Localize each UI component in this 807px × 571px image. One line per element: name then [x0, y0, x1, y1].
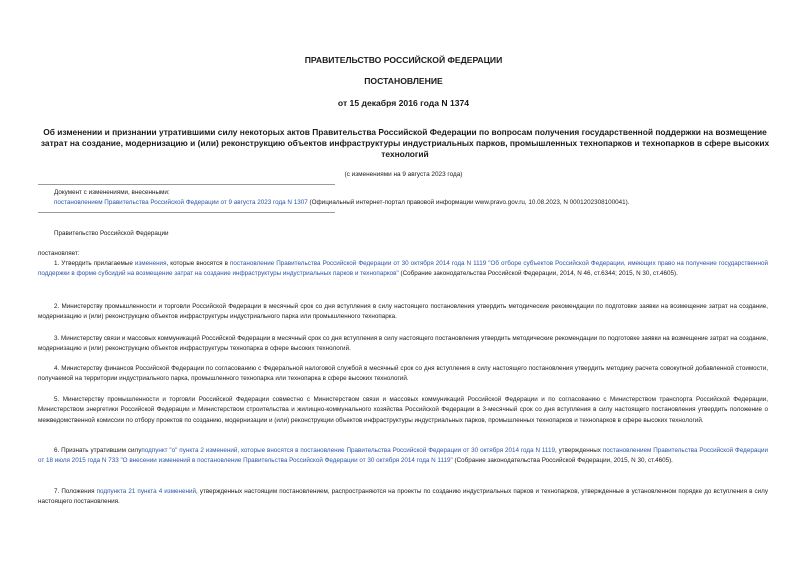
doc-info-source: (Официальный интернет-портал правовой информации www.pravo.gov.ru, 10.08.2023, N 0001202308100041).	[307, 199, 630, 206]
doc-info-label: Документ с изменениями, внесенными:	[54, 189, 170, 196]
paragraph-3-text: 3. Министерству связи и массовых коммуникаций Российской Федерации в месячный срок со дня вступления в силу настоящего постановления утвердить методические рекомендации по подготовке заявки на возмещение затрат на создание, модернизацию и (или) реконструкцию объектов инфраструктуры технопарка в сфере высоких технологий.	[38, 335, 768, 353]
paragraph-7-text-a: 7. Положения	[54, 488, 97, 495]
government-line: Правительство Российской Федерации	[54, 230, 169, 237]
paragraph-6-text-a: 6. Признать утратившим силу	[54, 447, 142, 454]
decree-1119-link[interactable]: постановление Правительства Российской Федерации от 30 октября 2014 года N 1119 "Об отборе субъектов Российской Федерации, имеющих право на получение государственной поддержки в форме субсидий на возмещение затрат на создание инфраструктуры индустриальных парков и технопарков"	[38, 260, 768, 278]
paragraph-1-text-c: (Собрание законодательства Российской Федерации, 2014, N 46, ст.6344; 2015, N 30, ст.4605).	[398, 270, 678, 278]
government-heading: ПРАВИТЕЛЬСТВО РОССИЙСКОЙ ФЕДЕРАЦИИ	[304, 55, 503, 65]
paragraph-1-text-b: , которые вносятся в	[166, 260, 231, 267]
paragraph-1	[38, 259, 768, 280]
paragraph-6-text-c: (Собрание законодательства Российской Федерации, 2015, N 30, ст.4605).	[452, 457, 673, 465]
paragraph-3	[38, 334, 768, 355]
paragraph-2	[38, 302, 768, 323]
paragraph-5	[38, 395, 768, 426]
changes-link[interactable]: изменения	[134, 260, 167, 267]
doc-info-top-rule	[38, 184, 335, 185]
paragraph-1-text-a: 1. Утвердить прилагаемые	[54, 260, 135, 267]
paragraph-6	[38, 446, 768, 467]
amending-decree-link[interactable]: постановлением Правительства Российской Федерации от 9 августа 2023 года N 1307	[54, 199, 308, 206]
decree-733-link[interactable]: постановлением Правительства Российской Федерации от 18 июля 2015 года N 733 "О внесении изменений в постановление Правительства Российской Федерации от 30 октября 2014 года N 1119"	[38, 447, 769, 465]
paragraph-7-text-b: , утвержденных настоящим постановлением, распространяются на проекты по созданию индустриальных парков и технопарков, утвержденные в установленном порядке до вступления в силу настоящего постановления.	[38, 488, 768, 506]
edition-note: (с изменениями на 9 августа 2023 года)	[344, 171, 463, 178]
doc-type-heading: ПОСТАНОВЛЕНИЕ	[364, 76, 443, 86]
subparagraph-o-link[interactable]: подпункт "о" пункта 2 изменений, которые вносятся в постановление Правительства Российской Федерации от 30 октября 2014 года N 1119	[141, 447, 555, 454]
doc-info-bottom-rule	[38, 212, 335, 213]
date-number-heading: от 15 декабря 2016 года N 1374	[337, 98, 470, 108]
paragraph-7	[38, 487, 768, 508]
paragraph-5-text: 5. Министерству промышленности и торговли Российской Федерации совместно с Министерством связи и массовых коммуникаций Российской Федерации и по согласованию с Министерством транспорта Российской Федерации, Министерством энергетики Российской Федерации и Министерством строительства и жилищно-коммунального хозяйства Российской Федерации в 3-месячный срок со дня вступления в силу настоящего постановления утвердить положение о межведомственной комиссии по отбору проектов по созданию, модернизации и (или) реконструкции объектов инфраструктуры индустриальных парков, промышленных технопарков и технопарков в сфере высоких технологий.	[38, 396, 768, 424]
paragraph-4-text: 4. Министерству финансов Российской Федерации по согласованию с Федеральной налоговой службой в месячный срок со дня вступления в силу настоящего постановления утвердить методику расчета совокупной добавленной стоимости, получаемой на территории индустриального парка, промышленного технопарка или технопарка в сфере высоких технологий.	[38, 365, 768, 383]
subparagraph-21-link[interactable]: подпункта 21 пункта 4 изменений	[96, 488, 197, 495]
decree-word: постановляет:	[38, 250, 80, 257]
doc-info-line	[54, 198, 630, 208]
paragraph-6-text-b: , утвержденных	[554, 447, 603, 454]
document-title: Об изменении и признании утратившими силу некоторых актов Правительства Российской Федерации по вопросам получения государственной поддержки на возмещение затрат на создание, модернизацию и (или) реконструкцию объектов инфраструктуры индустриальных парков, промышленных технопарков и технопарков в сфере высоких технологий	[40, 127, 770, 159]
paragraph-4	[38, 364, 768, 385]
paragraph-2-text: 2. Министерству промышленности и торговли Российской Федерации в месячный срок со дня вступления в силу настоящего постановления утвердить методические рекомендации по подготовке заявки на возмещение затрат на создание, модернизацию и (или) реконструкцию объектов инфраструктуры индустриального парка или промышленного технопарка.	[38, 303, 768, 321]
